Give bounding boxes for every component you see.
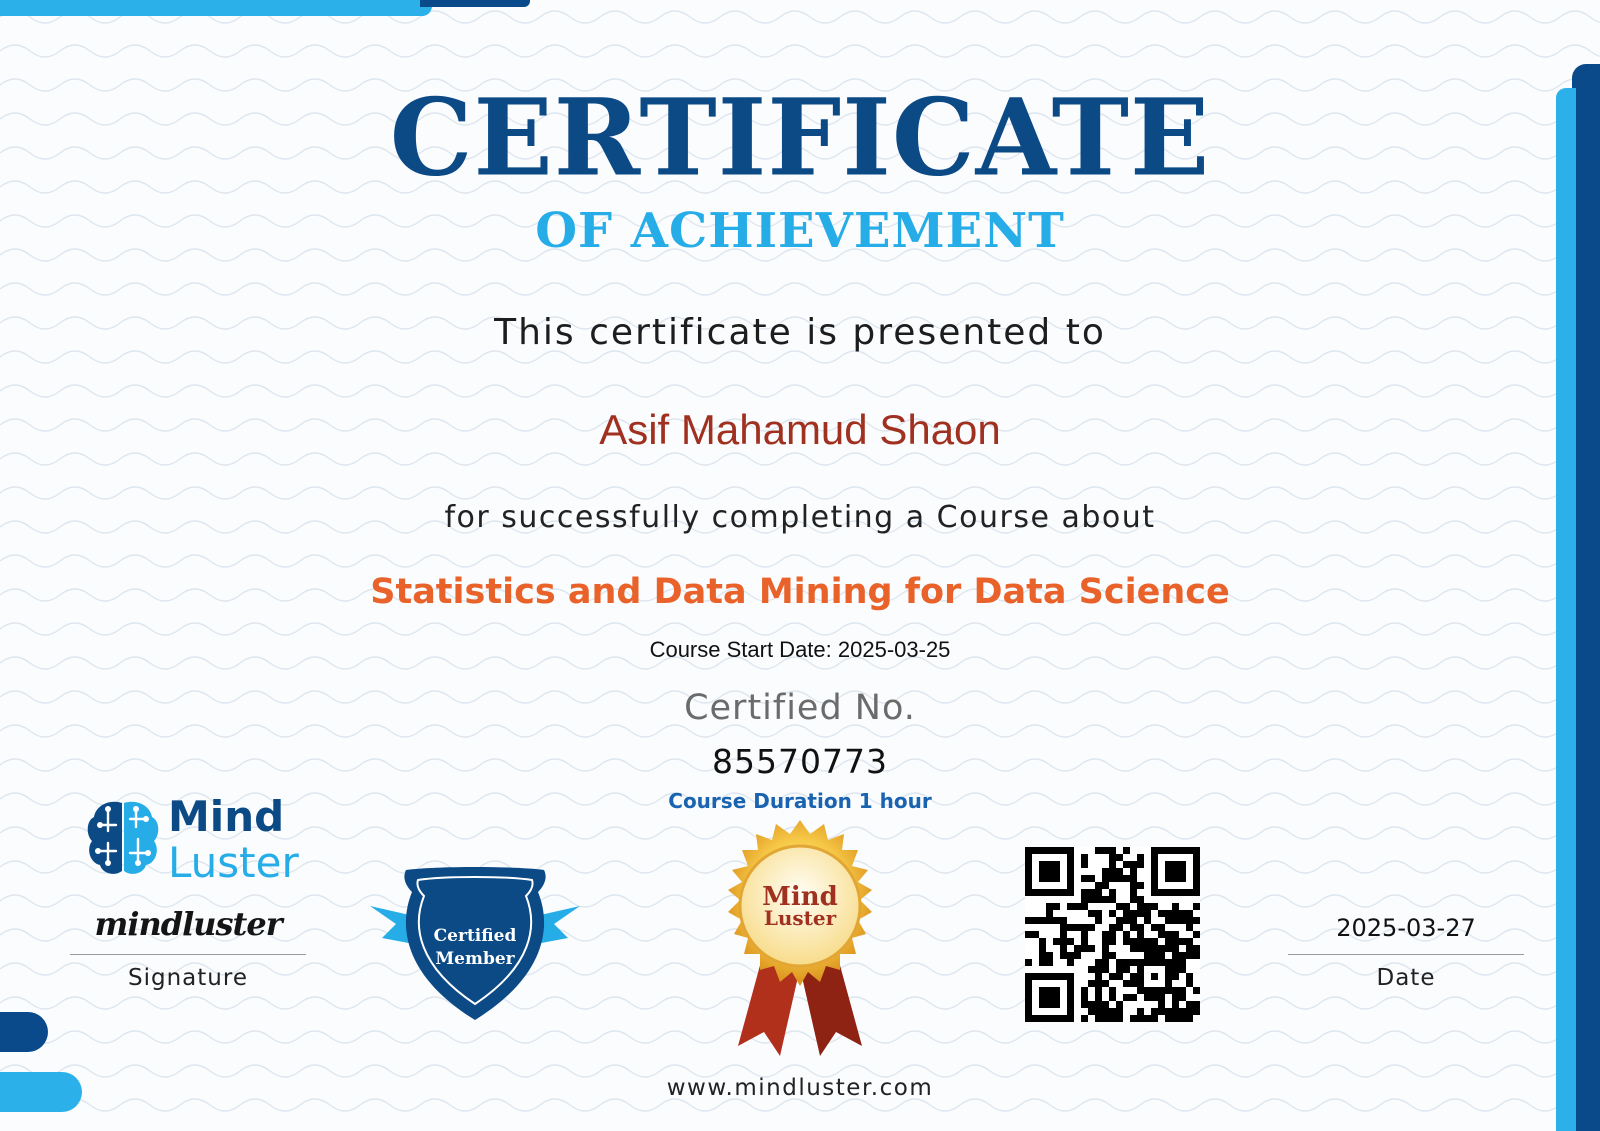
left-accent-bar-dark (0, 1012, 48, 1052)
issue-date: 2025-03-27 (1336, 914, 1476, 942)
course-name: Statistics and Data Mining for Data Science (370, 572, 1230, 612)
completion-text: for successfully completing a Course about (444, 500, 1156, 535)
date-label: Date (1376, 965, 1436, 991)
logo-text-luster: Luster (168, 838, 299, 887)
top-accent-bar (0, 0, 432, 16)
brain-circuit-icon (86, 797, 160, 877)
rosette-medal-icon (712, 818, 888, 1060)
signature-line (70, 954, 306, 955)
course-start-date: Course Start Date: 2025-03-25 (649, 637, 951, 662)
signature-script: mindluster (94, 905, 282, 943)
certificate-title: CERTIFICATE (389, 74, 1211, 201)
date-line (1288, 954, 1524, 955)
certified-number: 85570773 (712, 742, 888, 781)
medal-text-mind: Mind (762, 882, 838, 912)
certificate-subtitle: OF ACHIEVEMENT (535, 203, 1065, 259)
signature-label: Signature (128, 965, 248, 991)
qr-code-icon[interactable] (1025, 847, 1200, 1022)
medal-text-luster: Luster (763, 906, 837, 930)
course-duration: Course Duration 1 hour (668, 789, 932, 813)
badge-text-certified: Certified (433, 926, 517, 946)
presented-text: This certificate is presented to (494, 312, 1106, 353)
top-accent-bar-dark (420, 0, 530, 7)
qr-code-graphic (1025, 847, 1200, 1022)
badge-text-member: Member (435, 949, 515, 969)
logo-text-mind: Mind (168, 792, 285, 841)
website-link[interactable]: www.mindluster.com (666, 1075, 934, 1101)
recipient-name: Asif Mahamud Shaon (599, 406, 1001, 453)
certified-number-label: Certified No. (684, 688, 916, 728)
